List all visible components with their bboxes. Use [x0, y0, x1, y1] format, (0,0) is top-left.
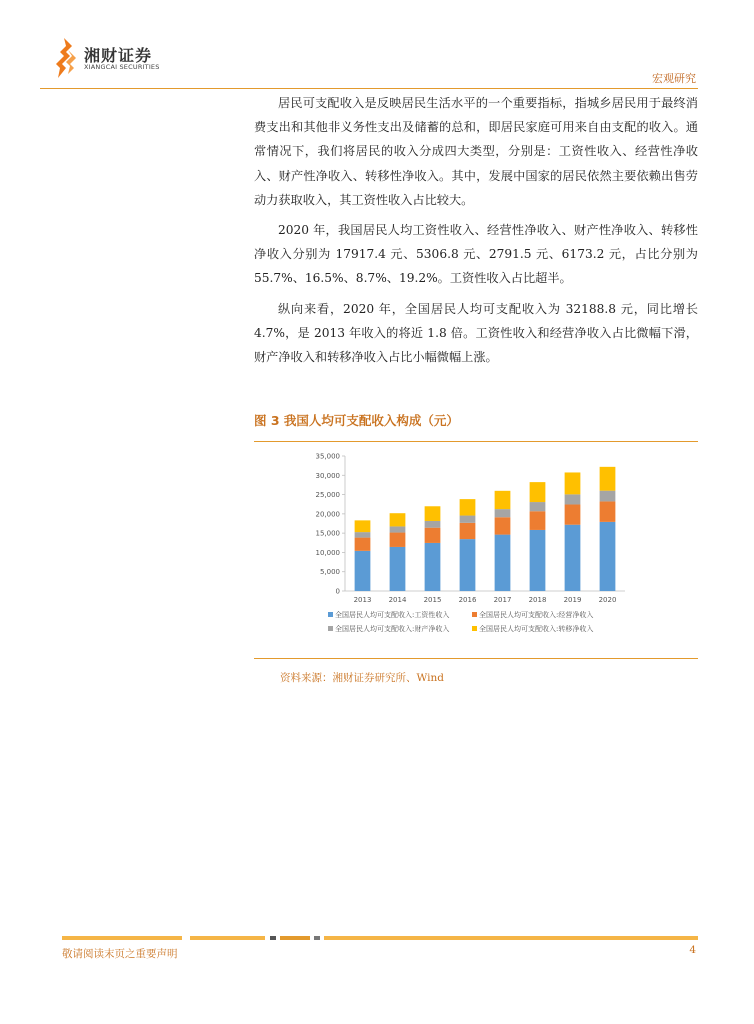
x-tick-label: 2015	[423, 596, 442, 604]
paragraph-1: 居民可支配收入是反映居民生活水平的一个重要指标，指城乡居民用于最终消费支出和其他非义务性支出及储蓄的总和，即居民家庭可用来自由支配的收入。通常情况下，我们将居民的收入分成四大类型，分别是：工资性收入、经营性净收入、财产性净收入、转移性净收入。其中，发展中国家的居民依然主要依赖出售劳动力获取收入，其工资性收入占比较大。	[254, 96, 698, 207]
bar-segment	[495, 535, 511, 591]
legend-swatch	[472, 626, 477, 631]
legend-label: 全国居民人均可支配收入:转移净收入	[479, 625, 594, 633]
y-tick-label: 0	[335, 587, 340, 596]
footer-bar-right	[270, 936, 698, 940]
footer-disclaimer: 敬请阅读末页之重要声明	[62, 948, 178, 960]
x-tick-label: 2017	[493, 596, 512, 604]
x-tick-label: 2013	[353, 596, 372, 604]
bar-segment	[460, 499, 476, 515]
page-number: 4	[689, 944, 696, 956]
paragraph-3: 纵向来看，2020 年，全国居民人均可支配收入为 32188.8 元，同比增长 4.7%，是 2013 年收入的将近 1.8 倍。工资性收入和经营净收入占比微幅下滑，财产净收入和转移净收入占比小幅微幅上涨。	[254, 301, 698, 365]
figure-title: 图 3 我国人均可支配收入构成（元）	[254, 413, 459, 428]
bar-segment	[355, 551, 371, 591]
bar-segment	[355, 520, 371, 532]
x-tick-label: 2019	[563, 596, 582, 604]
figure-top-rule	[254, 441, 698, 442]
y-tick-label: 15,000	[315, 529, 340, 538]
company-logo	[54, 38, 204, 78]
company-name-cn: 湘财证券	[84, 46, 153, 65]
bar-segment	[495, 517, 511, 534]
bar-segment	[565, 472, 581, 494]
y-tick-label: 20,000	[315, 510, 340, 519]
x-tick-label: 2018	[528, 596, 547, 604]
legend-label: 全国居民人均可支配收入:经营净收入	[479, 611, 594, 619]
bar-segment	[565, 494, 581, 504]
bar-segment	[390, 533, 406, 547]
bar-segment	[355, 532, 371, 537]
bar-segment	[495, 509, 511, 517]
bar-segment	[530, 502, 546, 511]
legend-swatch	[328, 626, 333, 631]
bar-segment	[460, 539, 476, 591]
bar-segment	[565, 504, 581, 524]
legend-label: 全国居民人均可支配收入:财产净收入	[335, 625, 450, 633]
bar-segment	[530, 482, 546, 502]
figure-bottom-rule	[254, 658, 698, 659]
bar-segment	[460, 516, 476, 523]
income-stacked-bar-chart	[300, 448, 640, 648]
paragraph-2: 2020 年，我国居民人均工资性收入、经营性净收入、财产性净收入、转移性净收入分别为 17917.4 元、5306.8 元、2791.5 元、6173.2 元，占比分别为 55.7%、16.5%、8.7%、19.2%。工资性收入占比超半。	[254, 223, 698, 286]
bar-segment	[530, 511, 546, 530]
y-tick-label: 5,000	[319, 568, 340, 577]
y-tick-label: 35,000	[315, 452, 340, 461]
bar-segment	[600, 467, 616, 491]
footer-bar-left	[62, 936, 182, 940]
legend-swatch	[472, 612, 477, 617]
bar-segment	[390, 547, 406, 591]
bar-segment	[460, 523, 476, 539]
bar-segment	[425, 528, 441, 543]
bar-segment	[390, 526, 406, 532]
bar-segment	[600, 501, 616, 521]
bar-segment	[425, 521, 441, 528]
x-tick-label: 2016	[458, 596, 477, 604]
bar-segment	[425, 543, 441, 591]
header-divider	[40, 88, 698, 89]
y-tick-label: 10,000	[315, 548, 340, 557]
bar-segment	[530, 530, 546, 591]
legend-label: 全国居民人均可支配收入:工资性收入	[335, 611, 450, 619]
company-name-en: XIANGCAI SECURITIES	[84, 63, 160, 71]
section-tag: 宏观研究	[652, 72, 696, 85]
body-text	[254, 91, 698, 375]
x-tick-label: 2020	[598, 596, 617, 604]
footer-bar-mid	[190, 936, 265, 940]
logo-mark-icon	[54, 38, 80, 78]
y-tick-label: 25,000	[315, 491, 340, 500]
legend-swatch	[328, 612, 333, 617]
bar-segment	[600, 522, 616, 591]
bar-segment	[390, 513, 406, 526]
bar-segment	[355, 538, 371, 551]
x-tick-label: 2014	[388, 596, 407, 604]
y-tick-label: 30,000	[315, 471, 340, 480]
figure-source: 资料来源：湘财证券研究所、Wind	[280, 672, 444, 684]
bar-segment	[565, 525, 581, 591]
bar-segment	[425, 506, 441, 521]
bar-segment	[600, 491, 616, 502]
bar-segment	[495, 491, 511, 509]
